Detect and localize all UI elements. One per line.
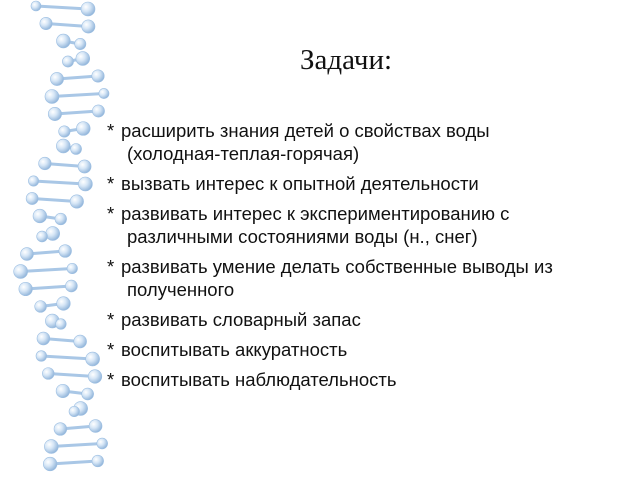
dna-node [92, 105, 104, 117]
dna-node [62, 56, 73, 67]
dna-node [57, 297, 71, 311]
dna-node [75, 38, 86, 49]
bullet: * [107, 309, 115, 330]
dna-node [33, 209, 47, 223]
dna-node [14, 265, 28, 279]
dna-node [56, 319, 67, 330]
dna-node [46, 227, 60, 241]
dna-node [88, 370, 102, 384]
bullet: * [107, 339, 115, 360]
dna-node [37, 231, 48, 242]
dna-node [65, 280, 77, 292]
dna-node [26, 192, 38, 204]
dna-node [36, 351, 47, 362]
dna-node [71, 144, 82, 155]
slide-title: Задачи: [300, 44, 393, 76]
dna-node [44, 440, 58, 454]
list-item-text: воспитывать аккуратность [121, 339, 348, 360]
dna-node [99, 88, 109, 98]
list-item-text: развивать словарный запас [121, 309, 361, 330]
dna-link [51, 444, 102, 447]
bullet: * [107, 173, 115, 194]
bullet: * [107, 256, 115, 277]
dna-link [36, 6, 88, 9]
list-item-text: развивать интерес к экспериментированию с [121, 203, 510, 224]
dna-node [48, 107, 61, 120]
dna-node [69, 406, 79, 416]
dna-node [82, 20, 95, 33]
dna-node [19, 282, 33, 296]
list-item-continuation: различными состояниями воды (н., снег) [127, 226, 478, 247]
dna-node [35, 301, 47, 313]
dna-node [89, 420, 102, 433]
dna-node [74, 335, 87, 348]
dna-node [59, 245, 72, 258]
dna-node [31, 1, 41, 11]
bullet: * [107, 369, 115, 390]
dna-node [67, 263, 77, 273]
dna-node [76, 122, 90, 136]
dna-node [54, 423, 67, 436]
dna-node [43, 457, 57, 471]
dna-node [78, 177, 92, 191]
list-item [107, 172, 627, 195]
bullet: * [107, 203, 115, 224]
dna-node [76, 52, 90, 66]
list-item-continuation: (холодная-теплая-горячая) [127, 143, 360, 164]
dna-node [56, 34, 70, 48]
list-item-continuation: полученного [127, 279, 235, 300]
list-item [107, 308, 627, 331]
dna-node [55, 213, 67, 225]
dna-node [20, 248, 33, 261]
list-item [107, 119, 627, 165]
list-item [107, 368, 627, 391]
dna-node [97, 438, 108, 449]
dna-link [21, 269, 73, 272]
dna-node [86, 352, 100, 366]
list-item-text: воспитывать наблюдательность [121, 369, 397, 390]
dna-node [37, 332, 50, 345]
dna-node [42, 368, 54, 380]
list-item [107, 338, 627, 361]
dna-node [50, 72, 63, 85]
dna-node [59, 126, 70, 137]
list-item [107, 202, 627, 248]
dna-node [81, 2, 95, 16]
dna-node [40, 17, 52, 29]
dna-link [34, 181, 86, 184]
dna-node [56, 384, 70, 398]
list-item-text: вызвать интерес к опытной деятельности [121, 173, 479, 194]
dna-node [28, 176, 38, 186]
list-item-text: расширить знания детей о свойствах воды [121, 120, 490, 141]
list-item-text: развивать умение делать собственные выводы из [121, 256, 553, 277]
dna-link [50, 461, 98, 464]
list-item [107, 255, 627, 301]
task-list [107, 119, 627, 398]
dna-link [41, 356, 92, 359]
dna-node [45, 90, 59, 104]
dna-node [92, 70, 104, 82]
dna-node [82, 388, 94, 400]
dna-link [52, 94, 104, 97]
dna-node [56, 139, 70, 153]
bullet: * [107, 120, 115, 141]
dna-node [70, 195, 83, 208]
dna-node [39, 157, 52, 170]
dna-node [78, 160, 91, 173]
dna-node [92, 455, 104, 467]
dna-balls [14, 1, 109, 471]
